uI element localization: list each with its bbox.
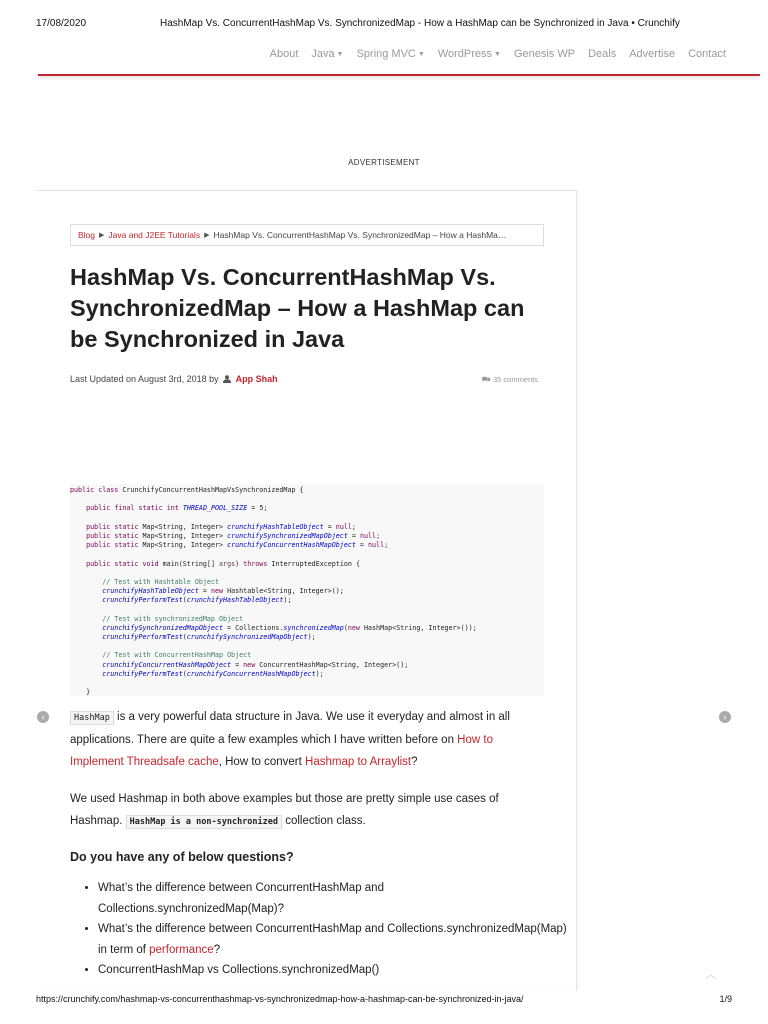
list-item-text: What’s the difference between ConcurrentHashMap and Collections.synchronizedMap(Map) in term of: [98, 923, 567, 956]
link-performance[interactable]: performance: [149, 943, 214, 956]
code-line: public class CrunchifyConcurrentHashMapVsSynchronizedMap {: [70, 486, 304, 494]
header-divider: [38, 74, 760, 76]
code-line: [70, 642, 544, 651]
code-line: // Test with ConcurrentHashMap Object: [70, 651, 252, 660]
nav-item-genesis-wp[interactable]: [514, 48, 575, 60]
list-item-text: What’s the difference between ConcurrentHashMap and Collections.synchronizedMap(Map)?: [98, 882, 384, 915]
user-icon: [223, 375, 231, 385]
nav-item-label: Java: [311, 48, 335, 60]
code-line: [70, 679, 544, 688]
last-updated: Last Updated on August 3rd, 2018 by: [70, 374, 219, 384]
code-line: [70, 514, 544, 523]
code-line: }: [70, 688, 91, 697]
paragraph-text: , How to convert: [218, 756, 306, 768]
nav-item-advertise[interactable]: [629, 48, 675, 60]
nav-item-label: Contact: [688, 48, 726, 60]
nav-item-label: About: [269, 48, 299, 60]
caret-down-icon: ▼: [336, 51, 344, 58]
next-post-arrow-icon[interactable]: ›: [719, 711, 731, 723]
comments-icon: 🗪: [481, 375, 491, 384]
code-line: crunchifyPerformTest(crunchifyHashTableObject);: [102, 596, 292, 605]
code-line: [70, 550, 544, 559]
code-line: public static Map<String, Integer> crunchifyConcurrentHashMapObject = null;: [86, 541, 389, 550]
code-line: crunchifySynchronizedMapObject = Collections.synchronizedMap(new HashMap<String, Integer>());: [102, 623, 477, 632]
advertisement-label: ADVERTISEMENT: [348, 158, 420, 167]
inline-code-hashmap: HashMap: [70, 711, 114, 725]
page-number: 1/9: [719, 994, 732, 1004]
code-line: // Test with Hashtable Object: [70, 577, 219, 586]
author-link[interactable]: App Shah: [235, 374, 278, 384]
breadcrumb: [70, 224, 544, 246]
paragraph-text: We used Hashmap in both above examples but those are pretty simple use cases of Hashmap.: [70, 793, 499, 827]
section-heading: Do you have any of below questions?: [70, 850, 294, 864]
breadcrumb-current: HashMap Vs. ConcurrentHashMap Vs. SynchronizedMap – How a HashMa…: [213, 230, 507, 240]
code-line: public final static int THREAD_POOL_SIZE = 5;: [86, 504, 268, 513]
print-page-title: HashMap Vs. ConcurrentHashMap Vs. SynchronizedMap - How a HashMap can be Synchronized in Java • Crunchify: [160, 18, 680, 29]
link-threadsafe-cache[interactable]: How to Implement Threadsafe cache: [70, 734, 493, 768]
nav-item-contact[interactable]: [688, 48, 726, 60]
nav-item-label: Deals: [588, 48, 617, 60]
code-line: public static Map<String, Integer> crunchifyHashTableObject = null;: [86, 522, 356, 531]
caret-down-icon: ▼: [494, 51, 501, 58]
nav-item-about[interactable]: [270, 48, 299, 60]
breadcrumb-home-link[interactable]: Blog: [78, 230, 96, 240]
code-block: [70, 484, 544, 696]
code-line: public static void main(String[] args) throws InterruptedException {: [86, 559, 360, 568]
caret-right-icon: ▶: [99, 232, 105, 239]
paragraph-text: is a very powerful data structure in Java. We use it everyday and almost in all applications. There are quite a few examples which I have written before on: [70, 711, 510, 746]
paragraph-intro: [70, 706, 540, 773]
questions-list: [70, 878, 568, 981]
paragraph-text: ?: [411, 756, 418, 768]
nav-item-wordpress[interactable]: [438, 48, 501, 60]
list-item: [98, 960, 568, 981]
list-item: [98, 878, 568, 919]
code-line: public static Map<String, Integer> crunchifySynchronizedMapObject = null;: [86, 531, 381, 540]
code-line: [70, 605, 544, 614]
code-line: [70, 569, 544, 578]
caret-down-icon: ▼: [417, 51, 425, 58]
inline-code-non-synchronized: HashMap is a non-synchronized: [126, 815, 282, 829]
code-line: crunchifyPerformTest(crunchifySynchronizedMapObject);: [102, 633, 316, 641]
nav-item-label: Advertise: [629, 48, 676, 60]
print-date: 17/08/2020: [36, 18, 87, 29]
list-item-text: ConcurrentHashMap vs Collections.synchronizedMap(): [98, 964, 380, 976]
paragraph-text: collection class.: [282, 815, 366, 827]
main-nav: [270, 48, 726, 60]
nav-item-java[interactable]: [311, 48, 343, 60]
list-item-text: ?: [213, 943, 221, 956]
code-line: crunchifyConcurrentHashMapObject = new ConcurrentHashMap<String, Integer>();: [102, 660, 409, 669]
code-line: // Test with synchronizedMap Object: [70, 614, 244, 623]
link-hashmap-to-arraylist[interactable]: Hashmap to Arraylist: [305, 756, 412, 768]
comments-link[interactable]: [482, 374, 538, 387]
breadcrumb-category-link[interactable]: Java and J2EE Tutorials: [108, 230, 201, 240]
article-title: HashMap Vs. ConcurrentHashMap Vs. SynchronizedMap – How a HashMap can be Synchronized in Java: [70, 264, 525, 352]
paragraph-usage: [70, 788, 540, 833]
nav-item-label: WordPress: [437, 48, 493, 60]
code-line: crunchifyHashTableObject = new Hashtable<String, Integer>();: [102, 587, 344, 596]
code-line: crunchifyPerformTest(crunchifyConcurrentHashMapObject);: [102, 669, 324, 678]
nav-item-deals[interactable]: [588, 48, 616, 60]
scroll-to-top-chevron-icon[interactable]: ︿: [705, 969, 716, 981]
nav-item-label: Genesis WP: [513, 48, 576, 60]
article-meta: [70, 374, 278, 385]
comments-count: 35 comments: [492, 375, 538, 384]
page-url: https://crunchify.com/hashmap-vs-concurrenthashmap-vs-synchronizedmap-how-a-hashmap-can-be-synchronized-in-java/: [36, 994, 524, 1004]
caret-right-icon: ▶: [204, 232, 210, 239]
nav-item-spring-mvc[interactable]: [357, 48, 425, 60]
code-line: [70, 495, 544, 504]
previous-post-arrow-icon[interactable]: ‹: [37, 711, 49, 723]
nav-item-label: Spring MVC: [356, 48, 416, 60]
list-item: [98, 919, 568, 960]
